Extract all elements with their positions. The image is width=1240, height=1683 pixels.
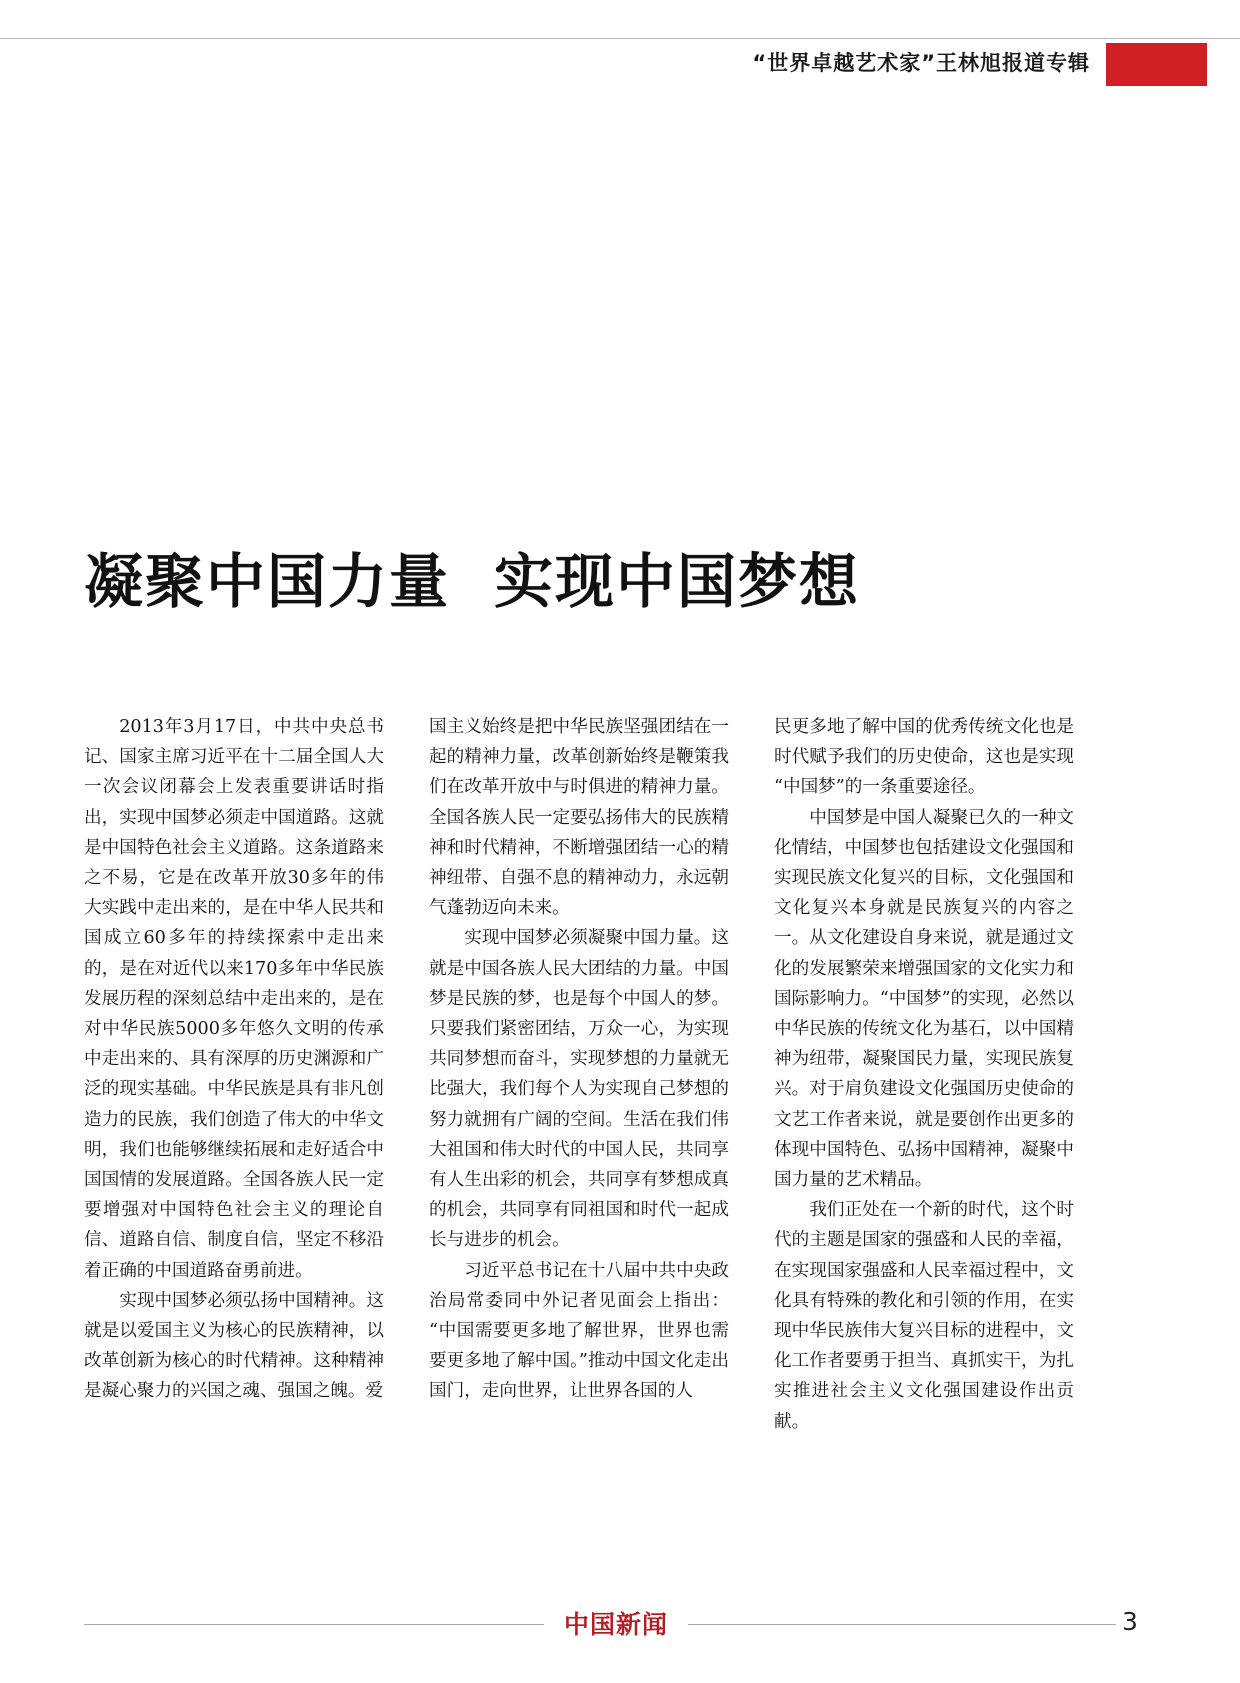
- text-column-1: [84, 712, 384, 1437]
- publication-logo: 中国新闻: [563, 1610, 668, 1639]
- paragraph: 2013年3月17日，中共中央总书记、国家主席习近平在十二届全国人大一次会议闭幕会上发表重要讲话时指出，实现中国梦必须走中国道路。这就是中国特色社会主义道路。这条道路来之不易，它是在改革开放30多年的伟大实践中走出来的，是在中华人民共和国成立60多年的持续探索中走出来的，是在对近代以来170多年中华民族发展历程的深刻总结中走出来的，是在对中华民族5000多年悠久文明的传承中走出来的、具有深厚的历史渊源和广泛的现实基础。中华民族是具有非凡创造力的民族，我们创造了伟大的中华文明，我们也能够继续拓展和走好适合中国国情的发展道路。全国各族人民一定要增强对中国特色社会主义的理论自信、道路自信、制度自信，坚定不移沿着正确的中国道路奋勇前进。: [84, 717, 384, 1281]
- page-header: [0, 0, 1240, 92]
- paragraph: 我们正处在一个新的时代，这个时代的主题是国家的强盛和人民的幸福，在实现国家强盛和人民幸福过程中，文化具有特殊的教化和引领的作用，在实现中华民族伟大复兴目标的进程中，文化工作者要勇于担当、真抓实干，为扎实推进社会主义文化强国建设作出贡献。: [774, 1200, 1074, 1432]
- article-body: [84, 712, 1074, 1437]
- page-title: [84, 548, 860, 616]
- paragraph: 民更多地了解中国的优秀传统文化也是时代赋予我们的历史使命，这也是实现“中国梦”的一条重要途径。: [774, 717, 1074, 798]
- header-divider: [0, 38, 1240, 39]
- page-footer: [0, 1553, 1240, 1683]
- page-title-part1: 凝聚中国力量: [84, 546, 451, 616]
- header-title: “世界卓越艺术家”王林旭报道专辑: [752, 51, 1090, 75]
- footer-divider-left: [84, 1624, 544, 1625]
- text-column-3: [774, 712, 1074, 1437]
- footer-divider-right: [688, 1624, 1116, 1625]
- paragraph: 国主义始终是把中华民族坚强团结在一起的精神力量，改革创新始终是鞭策我们在改革开放中与时俱进的精神力量。全国各族人民一定要弘扬伟大的民族精神和时代精神，不断增强团结一心的精神纽带、自强不息的精神动力，永远朝气蓬勃迈向未来。: [429, 717, 729, 919]
- text-column-2: [429, 712, 729, 1437]
- red-block-decoration: [1106, 43, 1207, 86]
- paragraph: 实现中国梦必须弘扬中国精神。这就是以爱国主义为核心的民族精神，以改革创新为核心的时代精神。这种精神是凝心聚力的兴国之魂、强国之魄。爱: [84, 1290, 384, 1402]
- paragraph: 中国梦是中国人凝聚已久的一种文化情结，中国梦也包括建设文化强国和实现民族文化复兴的目标，文化强国和文化复兴本身就是民族复兴的内容之一。从文化建设自身来说，就是通过文化的发展繁荣来增强国家的文化实力和国际影响力。“中国梦”的实现，必然以中华民族的传统文化为基石，以中国精神为纽带，凝聚国民力量，实现民族复兴。对于肩负建设文化强国历史使命的文艺工作者来说，就是要创作出更多的体现中国特色、弘扬中国精神，凝聚中国力量的艺术精品。: [774, 807, 1074, 1191]
- page-number: 3: [1122, 1607, 1138, 1636]
- page-title-part2: 实现中国梦想: [494, 546, 861, 616]
- paragraph: 习近平总书记在十八届中共中央政治局常委同中外记者见面会上指出：“中国需要更多地了解世界，世界也需要更多地了解中国。”推动中国文化走出国门，走向世界，让世界各国的人: [429, 1260, 729, 1402]
- paragraph: 实现中国梦必须凝聚中国力量。这就是中国各族人民大团结的力量。中国梦是民族的梦，也是每个中国人的梦。只要我们紧密团结，万众一心，为实现共同梦想而奋斗，实现梦想的力量就无比强大，我们每个人为实现自己梦想的努力就拥有广阔的空间。生活在我们伟大祖国和伟大时代的中国人民，共同享有人生出彩的机会，共同享有梦想成真的机会，共同享有同祖国和时代一起成长与进步的机会。: [429, 928, 729, 1251]
